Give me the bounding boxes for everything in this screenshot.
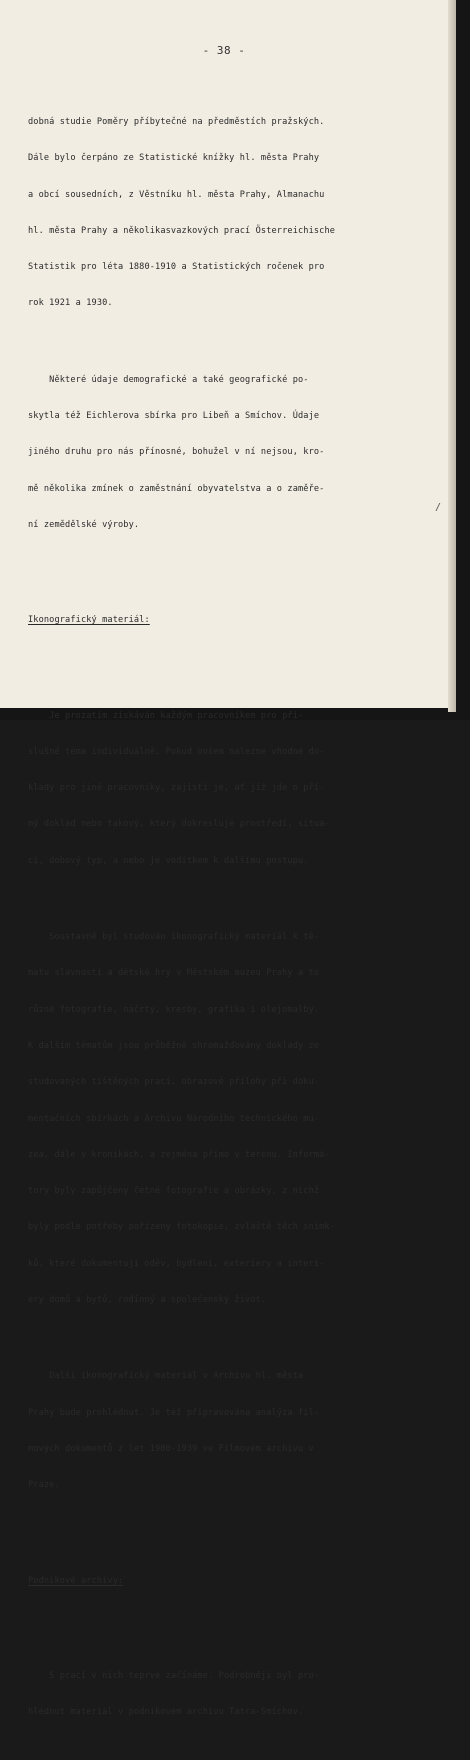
text-line: Praze. — [28, 1480, 60, 1491]
section-gap — [28, 1609, 432, 1618]
section-heading-company-archives: Podnikové archivy: — [28, 1575, 124, 1586]
text-line: ery domů a bytů, rodinný a společenský život. — [28, 1295, 267, 1306]
page-number: - 38 - — [202, 44, 246, 57]
section-gap — [28, 649, 432, 658]
text-line: ní zemědělské výroby. — [28, 519, 140, 530]
margin-pencil-mark: / — [435, 502, 442, 513]
document-body — [28, 74, 432, 1760]
text-line: slušné téma individuálně. Pokud ovšem nalezne vhodné do- — [28, 746, 325, 757]
text-line: různé fotografie, náčrty, kresby, grafika i olejomalby. — [28, 1004, 320, 1015]
page-edge — [448, 0, 456, 712]
text-line: hl. města Prahy a několikasvazkových prací Österreichische — [28, 225, 336, 236]
paragraph-sources — [28, 94, 432, 332]
text-line: jiného druhu pro nás přínosné, bohužel v ní nejsou, kro- — [28, 447, 325, 458]
text-line: Soustavně byl studován ikonografický materiál k té- — [28, 932, 320, 943]
text-line: dobná studie Poměry příbytečné na předměstích pražských. — [28, 117, 325, 127]
section-heading-iconographic: Ikonografický materiál: — [28, 615, 150, 626]
text-line: mý doklad nebo takový, který dokresluje prostředí, situa- — [28, 819, 330, 830]
paragraph-iconographic-archive — [28, 1348, 432, 1513]
text-line: mě několika zmínek o zaměstnání obyvatelstva a o zaměře- — [28, 483, 325, 494]
text-line: skytla též Eichlerova sbírka pro Libeň a Smíchov. Údaje — [28, 411, 320, 422]
text-line: ci, dobový typ, a nebo je vodítkem k dalšímu postupu. — [28, 855, 309, 866]
text-line: ků, které dokumentují oděv, bydlení, exteriery a interi- — [28, 1258, 325, 1269]
text-line: mových dokumentů z let 1900-1939 ve Filmovém archivu v — [28, 1443, 314, 1454]
section-gap — [28, 1544, 432, 1553]
text-line: Statistik pro léta 1880-1910 a Statistických ročenek pro — [28, 262, 325, 273]
paragraph-iconographic-intro — [28, 688, 432, 889]
text-line: hlédnut materiál v podnikovém archivu Tatra-Smíchov. — [28, 1707, 304, 1718]
text-line: Je prozatím získáván každým pracovníkem pro pří- — [28, 710, 304, 721]
text-line: Některé údaje demografické a také geografické po- — [28, 374, 309, 385]
text-line: mentačních sbírkách a Archivu Národního technického mu- — [28, 1113, 320, 1124]
text-line: a obcí sousedních, z Věstníku hl. města Prahy, Almanachu — [28, 189, 325, 200]
text-line: matu slavností a dětské hry v Městském muzeu Prahy a to — [28, 968, 320, 979]
text-line: K dalším tématům jsou průběžně shromažďovány doklady ze — [28, 1040, 320, 1051]
text-line: studovaných tištěných prací, obrazové přílohy při doku- — [28, 1077, 320, 1088]
text-line: tory byly zapůjčeny četné fotografie a obrázky, z nichž — [28, 1186, 320, 1197]
text-line: byly podle potřeby pořízeny fotokopie, zvláště těch snímk- — [28, 1222, 336, 1233]
paragraph-demographic — [28, 352, 432, 553]
text-line: zea, dále v kronikách, a zejména přímo v terénu. Informá- — [28, 1149, 330, 1160]
text-line: S prací v nich teprve začínáme. Podrobněji byl pro- — [28, 1670, 320, 1681]
text-line: Další ikonografický materiál v Archivu hl. města — [28, 1371, 304, 1382]
text-line: rok 1921 a 1930. — [28, 298, 113, 309]
paragraph-iconographic-study — [28, 909, 432, 1328]
text-line: Prahy bude prohlédnut. Je též připravována analýza fil- — [28, 1407, 320, 1418]
section-gap — [28, 583, 432, 592]
paragraph-company-archives — [28, 1648, 432, 1741]
text-line: klady pro jiné pracovníky, zajistí je, ať již jde o pří- — [28, 783, 325, 794]
text-line: Dále bylo čerpáno ze Statistické knížky hl. města Prahy — [28, 153, 320, 164]
